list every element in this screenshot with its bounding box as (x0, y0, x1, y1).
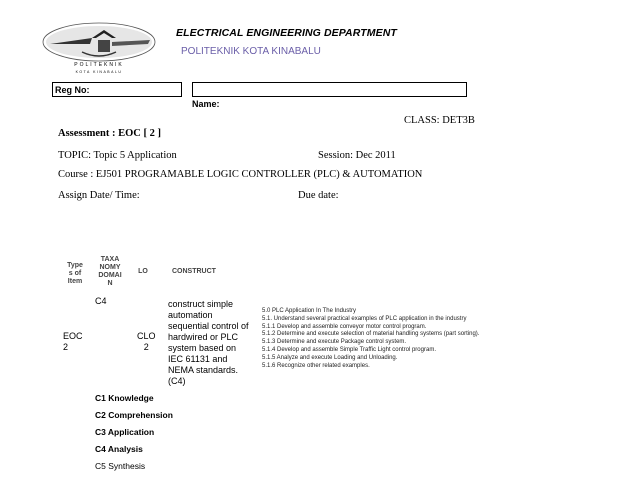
session-label: Session: Dec 2011 (318, 150, 396, 161)
standard-item: 5.1.5 Analyze and execute Loading and Unloading. (262, 354, 398, 361)
construct-cell: construct simple automation sequential control of hardwired or PLC system based on IEC 61131 and NEMA standards. (C4) (168, 299, 249, 386)
svg-text:KOTA KINABALU: KOTA KINABALU (75, 70, 123, 74)
level-c1: C1 Knowledge (95, 393, 154, 403)
institution-name: POLITEKNIK KOTA KINABALU (181, 46, 321, 57)
header-lo: LO (138, 268, 148, 275)
header-construct: CONSTRUCT (172, 268, 216, 275)
header-taxonomy-domain: TAXA NOMY DOMAI N (98, 256, 122, 287)
level-c3: C3 Application (95, 427, 155, 437)
polytechnic-logo (42, 22, 157, 77)
standard-item: 5.1.6 Recognize other related examples. (262, 362, 370, 369)
name-field[interactable] (192, 82, 467, 97)
standard-item: 5.0 PLC Application In The Industry (262, 308, 356, 314)
assign-date-label: Assign Date/ Time: (58, 190, 140, 201)
class-label: CLASS: DET3B (404, 115, 475, 126)
standards-list (262, 308, 479, 370)
assessment-label: Assessment : EOC [ 2 ] (58, 128, 161, 139)
level-c2: C2 Comprehension (95, 410, 173, 420)
standard-item: 5.1.2 Determine and execute selection of material handling systems (part sorting). (262, 331, 480, 338)
header-type-of-item: Type s of Item (67, 262, 83, 285)
type-cell: EOC 2 (63, 331, 83, 352)
course-label: Course : EJ501 PROGRAMABLE LOGIC CONTROLLER (PLC) & AUTOMATION (58, 169, 423, 180)
standard-item: 5.1. Understand several practical examples of PLC application in the industry (262, 315, 467, 322)
lo-cell: CLO 2 (137, 331, 156, 352)
level-c5: C5 Synthesis (95, 461, 146, 471)
name-label: Name: (192, 99, 220, 109)
due-date-label: Due date: (298, 190, 339, 201)
level-c4: C4 Analysis (95, 444, 143, 454)
svg-text:POLITEKNIK: POLITEKNIK (74, 62, 124, 68)
taxonomy-cell: C4 (95, 296, 107, 306)
standard-item: 5.1.4 Develop and assemble Simple Traffic Light control program. (262, 346, 436, 353)
topic-label: TOPIC: Topic 5 Application (58, 150, 177, 161)
department-title: ELECTRICAL ENGINEERING DEPARTMENT (176, 27, 397, 39)
standard-item: 5.1.1 Develop and assemble conveyor motor control program. (262, 323, 427, 330)
reg-no-field[interactable] (52, 82, 182, 97)
reg-no-label: Reg No: (55, 85, 90, 95)
standard-item: 5.1.3 Determine and execute Package control system. (262, 339, 407, 346)
